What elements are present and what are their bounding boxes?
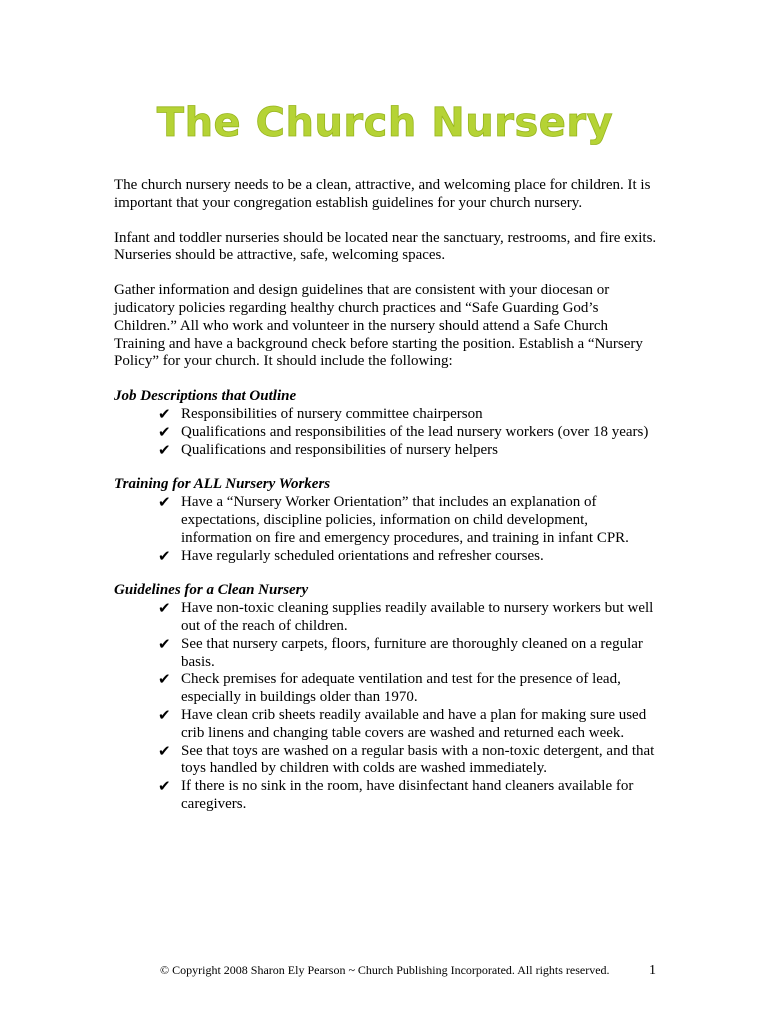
- checkmark-icon: ✔: [158, 404, 171, 423]
- list-item-text: If there is no sink in the room, have disinfectant hand cleaners available for caregivers.: [181, 778, 634, 812]
- list-item: [158, 741, 662, 779]
- list-item: [158, 493, 662, 547]
- list-item: [158, 440, 662, 460]
- list-item-text: Check premises for adequate ventilation and test for the presence of lead, especially in buildings older than 1970.: [181, 671, 621, 706]
- list-item-text: Have clean crib sheets readily available and have a plan for making sure used crib linens and changing table covers are washed and returned each week.: [181, 706, 647, 741]
- list-item-text: See that toys are washed on a regular basis with a non-toxic detergent, and that toys handled by children with colds are washed immediately.: [181, 742, 655, 777]
- intro-paragraph: Infant and toddler nurseries should be located near the sanctuary, restrooms, and fire exits. Nurseries should be attractive, safe, welcoming spaces.: [114, 229, 657, 264]
- checkmark-icon: ✔: [158, 546, 171, 565]
- checkmark-icon: ✔: [158, 705, 171, 724]
- list-item: [158, 777, 662, 814]
- section-job-descriptions: [114, 388, 662, 459]
- section-clean-nursery: [114, 582, 662, 813]
- list-item-text: Have a “Nursery Worker Orientation” that includes an explanation of expectations, discipline policies, information on child development, information on fire and emergency procedures, and training in infant CPR.: [181, 494, 629, 546]
- checkmark-icon: ✔: [158, 422, 171, 441]
- list-item: [158, 404, 662, 424]
- section-heading: Job Descriptions that Outline: [114, 388, 297, 405]
- intro-paragraph: Gather information and design guidelines that are consistent with your diocesan or judicatory policies regarding healthy church practices and “Safe Guarding God’s Children.” All who work and volunteer in the nursery should attend a Safe Church Training and have a background check before starting the position. Establish a “Nursery Policy” for your church. It should include the following:: [114, 282, 643, 370]
- list-item: [158, 422, 662, 442]
- section-training: [114, 476, 662, 565]
- checklist: [114, 600, 662, 814]
- list-item: [158, 705, 662, 743]
- checkmark-icon: ✔: [158, 634, 171, 653]
- list-item: [158, 546, 662, 566]
- section-heading: Guidelines for a Clean Nursery: [114, 582, 309, 599]
- list-item: [158, 599, 662, 636]
- checklist: [114, 494, 662, 565]
- checklist: [114, 406, 662, 459]
- list-item: [158, 634, 662, 672]
- section-heading: Training for ALL Nursery Workers: [114, 476, 331, 493]
- list-item: [158, 670, 662, 707]
- page-title: The Church Nursery: [156, 100, 614, 146]
- checkmark-icon: ✔: [158, 741, 171, 760]
- list-item-text: See that nursery carpets, floors, furniture are thoroughly cleaned on a regular basis.: [181, 635, 643, 670]
- list-item-text: Have regularly scheduled orientations and refresher courses.: [181, 547, 544, 564]
- checkmark-icon: ✔: [158, 670, 171, 689]
- page-number: 1: [649, 963, 656, 978]
- list-item-text: Qualifications and responsibilities of the lead nursery workers (over 18 years): [181, 423, 649, 440]
- document-body: [114, 177, 662, 831]
- intro-paragraph: The church nursery needs to be a clean, attractive, and welcoming place for children. It is important that your congregation establish guidelines for your church nursery.: [114, 177, 651, 211]
- checkmark-icon: ✔: [158, 777, 171, 796]
- checkmark-icon: ✔: [158, 440, 171, 459]
- list-item-text: Qualifications and responsibilities of nursery helpers: [181, 441, 499, 458]
- list-item-text: Have non-toxic cleaning supplies readily available to nursery workers but well out of the reach of children.: [181, 600, 654, 634]
- checkmark-icon: ✔: [158, 599, 171, 618]
- list-item-text: Responsibilities of nursery committee chairperson: [181, 405, 483, 422]
- checkmark-icon: ✔: [158, 493, 171, 512]
- copyright-footer: © Copyright 2008 Sharon Ely Pearson ~ Church Publishing Incorporated. All rights reserved.: [160, 963, 610, 977]
